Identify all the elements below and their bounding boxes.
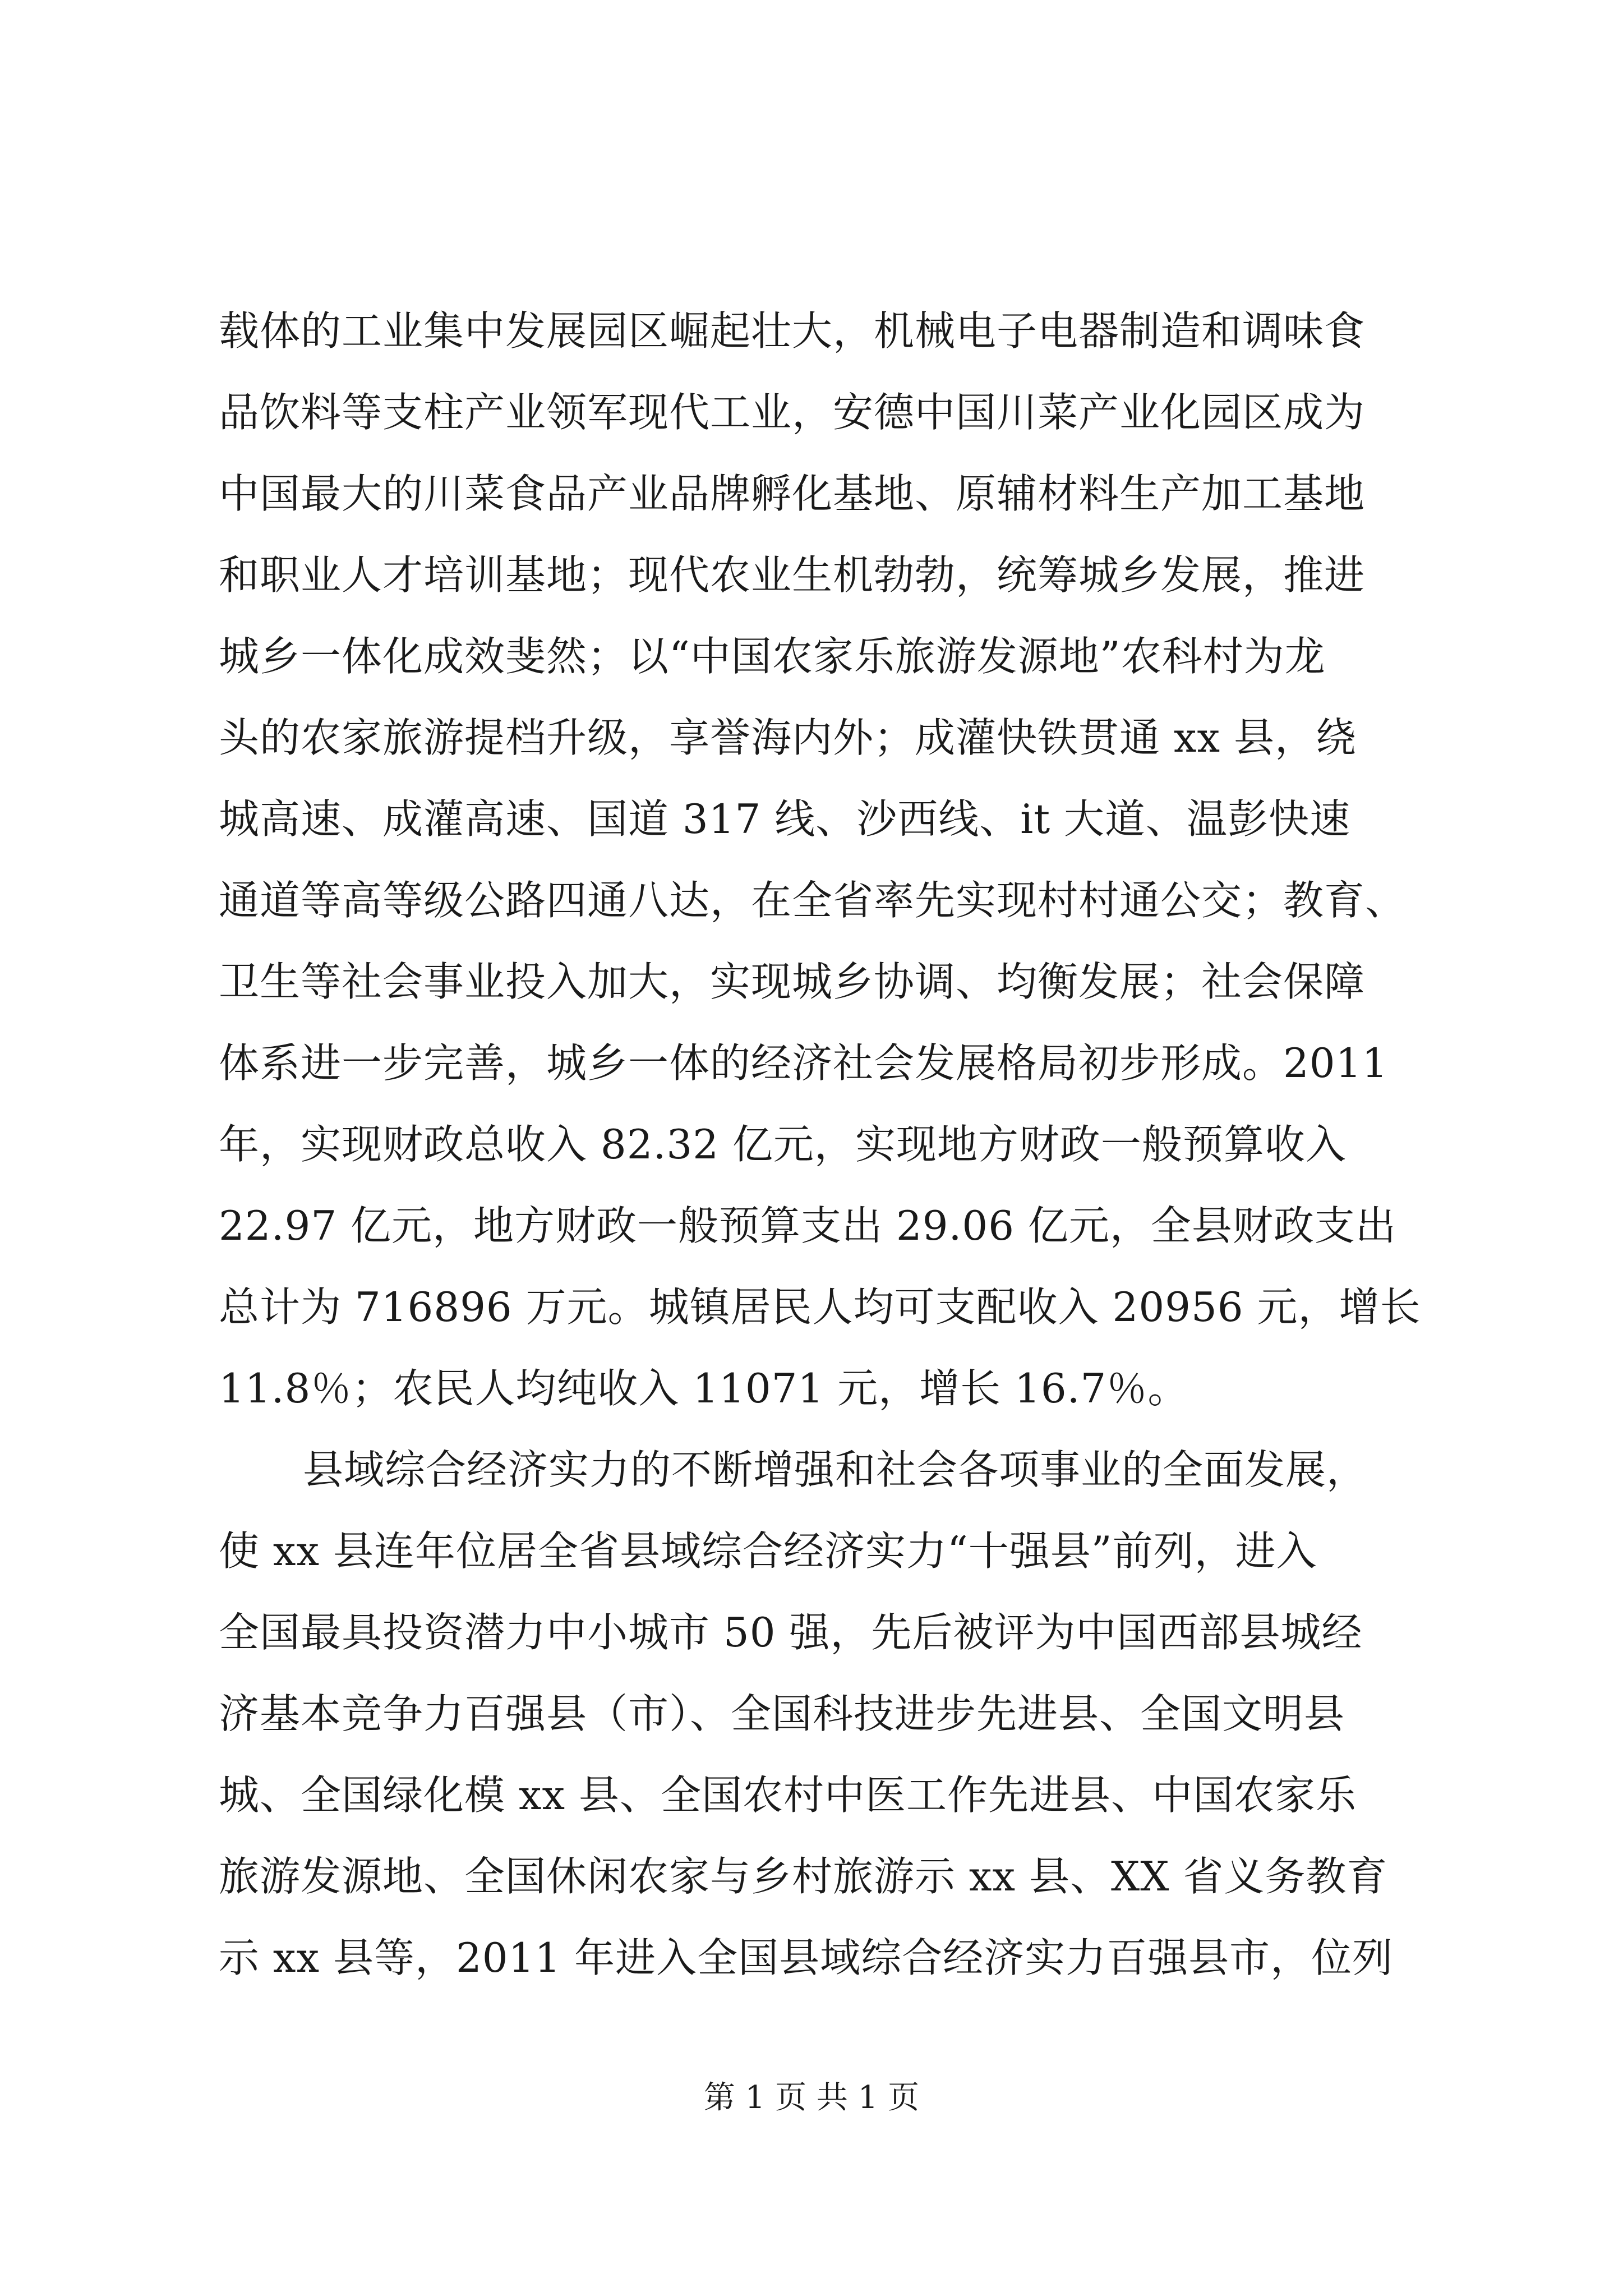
body-text-line: 载体的工业集中发展园区崛起壮大，机械电子电器制造和调味食 — [219, 307, 1366, 355]
body-text-line: 全国最具投资潜力中小城市 50 强，先后被评为中国西部县城经 — [219, 1609, 1363, 1656]
body-text-line: 中国最大的川菜食品产业品牌孵化基地、原辅材料生产加工基地 — [219, 470, 1366, 517]
body-text-line: 总计为 716896 万元。城镇居民人均可支配收入 20956 元，增长 — [219, 1283, 1421, 1331]
body-text-line: 旅游发源地、全国休闲农家与乡村旅游示 xx 县、XX 省义务教育 — [219, 1853, 1388, 1900]
body-text-line: 使 xx 县连年位居全省县域综合经济实力“十强县”前列，进入 — [219, 1527, 1317, 1575]
body-text-line: 11.8％；农民人均纯收入 11071 元，增长 16.7％。 — [219, 1365, 1189, 1412]
body-text-line: 和职业人才培训基地；现代农业生机勃勃，统筹城乡发展，推进 — [219, 551, 1366, 599]
body-text-line: 通道等高等级公路四通八达，在全省率先实现村村通公交；教育、 — [219, 877, 1407, 924]
body-text-line: 城乡一体化成效斐然；以“中国农家乐旅游发源地”农科村为龙 — [219, 633, 1326, 680]
body-text-line: 济基本竞争力百强县（市）、全国科技进步先进县、全国文明县 — [219, 1690, 1345, 1737]
body-text-line: 品饮料等支柱产业领军现代工业，安德中国川菜产业化园区成为 — [219, 389, 1366, 436]
body-text-line: 头的农家旅游提档升级，享誉海内外；成灌快铁贯通 xx 县，绕 — [219, 714, 1357, 761]
body-text-line: 体系进一步完善，城乡一体的经济社会发展格局初步形成。2011 — [219, 1039, 1389, 1087]
body-text-line: 城高速、成灌高速、国道 317 线、沙西线、it 大道、温彭快速 — [219, 795, 1351, 843]
body-text-line: 城、全国绿化模 xx 县、全国农村中医工作先进县、中国农家乐 — [219, 1772, 1357, 1819]
page-footer: 第 1 页 共 1 页 — [703, 2079, 920, 2116]
body-text-line: 示 xx 县等，2011 年进入全国县域综合经济实力百强县市，位列 — [219, 1934, 1394, 1981]
paragraph-first-line: 县域综合经济实力的不断增强和社会各项事业的全面发展， — [303, 1446, 1368, 1493]
body-text-line: 22.97 亿元，地方财政一般预算支出 29.06 亿元，全县财政支出 — [219, 1202, 1396, 1249]
body-text-line: 年，实现财政总收入 82.32 亿元，实现地方财政一般预算收入 — [219, 1121, 1347, 1168]
body-text-line: 卫生等社会事业投入加大，实现城乡协调、均衡发展；社会保障 — [219, 958, 1366, 1005]
